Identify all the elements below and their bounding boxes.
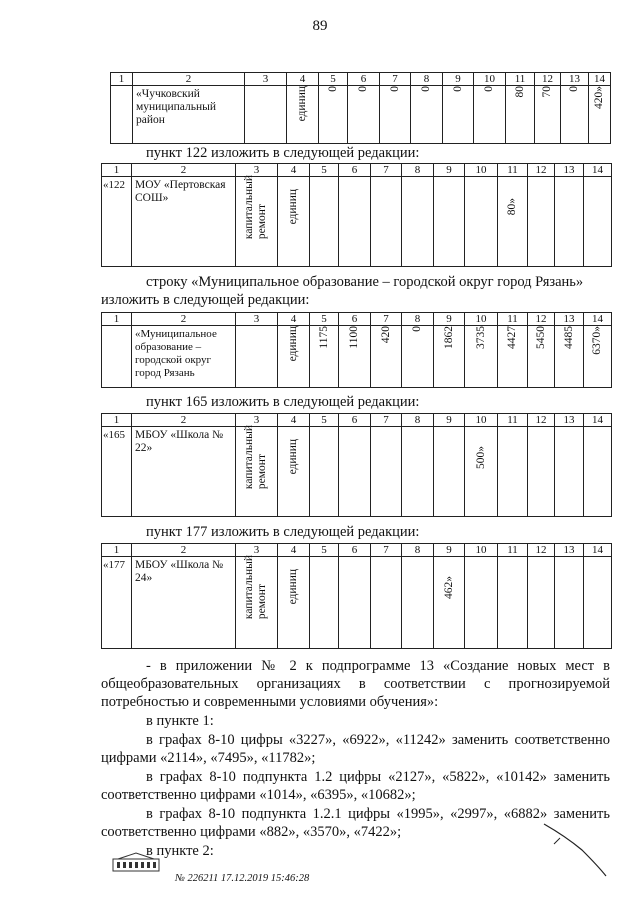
- registration-footer: № 226211 17.12.2019 15:46:28: [175, 873, 310, 884]
- page-number: 89: [312, 18, 328, 34]
- value-cell: [310, 427, 339, 517]
- value-cell: 4427: [498, 326, 528, 388]
- col-header: 14: [584, 544, 612, 557]
- table-punkt-122: [101, 163, 612, 267]
- col-header: 10: [465, 313, 498, 326]
- col-header: 7: [371, 164, 402, 177]
- col-header: 7: [371, 313, 402, 326]
- col-header: 3: [236, 414, 278, 427]
- value-cell: [528, 427, 555, 517]
- row-name: «Чучковский муниципальный район: [133, 86, 245, 144]
- value-cell: 420»: [589, 86, 611, 144]
- value-cell: [371, 177, 402, 267]
- value-cell: 70: [535, 86, 561, 144]
- col-header: 5: [310, 164, 339, 177]
- col-header: 2: [132, 313, 236, 326]
- paragraph-grafy-1-line1: в графах 8-10 цифры «3227», «6922», «11242» заменить соответственно: [146, 732, 610, 748]
- paragraph-grafy-1-line2: цифрами «2114», «7495», «11782»;: [101, 750, 316, 766]
- col-header: 4: [287, 73, 319, 86]
- row-name: МБОУ «Школа № 24»: [132, 557, 236, 649]
- value-cell: [339, 177, 371, 267]
- col-header: 11: [498, 544, 528, 557]
- value-cell: 80: [506, 86, 535, 144]
- paragraph-appendix-line3: потребностью и современными условиями обучения»:: [101, 694, 439, 710]
- value-cell: [339, 427, 371, 517]
- row-number: «165: [102, 427, 132, 517]
- value-cell: [584, 177, 612, 267]
- col-header: 6: [339, 313, 371, 326]
- paragraph-punkt-1: в пункте 1:: [146, 713, 214, 729]
- work-type: капитальный ремонт: [236, 177, 278, 267]
- col-header: 1: [102, 164, 132, 177]
- col-header: 2: [132, 164, 236, 177]
- value-cell: 3735: [465, 326, 498, 388]
- col-header: 2: [133, 73, 245, 86]
- col-header: 7: [371, 544, 402, 557]
- value-cell: [434, 177, 465, 267]
- col-header: 12: [528, 313, 555, 326]
- value-cell: [465, 557, 498, 649]
- row-name: «Муниципальное образование – городской округ город Рязань: [132, 326, 236, 388]
- paragraph-grafy-3-line2: соответственно цифрами «882», «3570», «7422»;: [101, 824, 402, 840]
- text-ryazan-line1: строку «Муниципальное образование – городской округ город Рязань»: [146, 274, 584, 290]
- value-cell: [339, 557, 371, 649]
- value-cell: [434, 427, 465, 517]
- col-header: 11: [506, 73, 535, 86]
- value-cell: 0: [319, 86, 348, 144]
- row-name: МБОУ «Школа № 22»: [132, 427, 236, 517]
- value-cell: [584, 427, 612, 517]
- col-header: 6: [348, 73, 380, 86]
- value-cell: [528, 177, 555, 267]
- value-cell: 0: [402, 326, 434, 388]
- value-cell: [465, 177, 498, 267]
- col-header: 10: [474, 73, 506, 86]
- work-type: [236, 326, 278, 388]
- table-punkt-165: [101, 413, 612, 517]
- col-header: 10: [465, 164, 498, 177]
- work-type: [245, 86, 287, 144]
- value-cell: [310, 177, 339, 267]
- col-header: 8: [411, 73, 443, 86]
- row-number: «177: [102, 557, 132, 649]
- col-header: 10: [465, 414, 498, 427]
- value-cell: [402, 557, 434, 649]
- value-cell: 500»: [465, 427, 498, 517]
- col-header: 14: [584, 414, 612, 427]
- col-header: 6: [339, 164, 371, 177]
- col-header: 9: [434, 313, 465, 326]
- col-header: 4: [278, 164, 310, 177]
- col-header: 2: [132, 414, 236, 427]
- col-header: 1: [111, 73, 133, 86]
- col-header: 14: [584, 313, 612, 326]
- col-header: 3: [236, 164, 278, 177]
- unit-cell: единиц: [287, 86, 319, 144]
- value-cell: [528, 557, 555, 649]
- col-header: 4: [278, 544, 310, 557]
- col-header: 9: [434, 164, 465, 177]
- col-header: 7: [371, 414, 402, 427]
- col-header: 6: [339, 544, 371, 557]
- col-header: 13: [555, 313, 584, 326]
- row-number: «122: [102, 177, 132, 267]
- unit-cell: единиц: [278, 177, 310, 267]
- value-cell: [310, 557, 339, 649]
- paragraph-appendix-line2: общеобразовательных организациях в соответствии с прогнозируемой: [101, 676, 610, 692]
- value-cell: 5450: [528, 326, 555, 388]
- value-cell: 462»: [434, 557, 465, 649]
- col-header: 10: [465, 544, 498, 557]
- value-cell: 0: [474, 86, 506, 144]
- signature-mark-icon: [540, 820, 610, 880]
- col-header: 6: [339, 414, 371, 427]
- text-punkt-177: пункт 177 изложить в следующей редакции:: [146, 524, 420, 540]
- col-header: 3: [236, 313, 278, 326]
- value-cell: 1175: [310, 326, 339, 388]
- value-cell: [555, 177, 584, 267]
- col-header: 8: [402, 313, 434, 326]
- text-punkt-165: пункт 165 изложить в следующей редакции:: [146, 394, 420, 410]
- work-type: капитальный ремонт: [236, 557, 278, 649]
- value-cell: [584, 557, 612, 649]
- value-cell: 0: [380, 86, 411, 144]
- col-header: 12: [528, 544, 555, 557]
- col-header: 11: [498, 414, 528, 427]
- col-header: 1: [102, 414, 132, 427]
- table-punkt-177: [101, 543, 612, 649]
- col-header: 11: [498, 164, 528, 177]
- col-header: 4: [278, 414, 310, 427]
- col-header: 13: [561, 73, 589, 86]
- col-header: 9: [434, 544, 465, 557]
- text-ryazan-line2: изложить в следующей редакции:: [101, 292, 310, 308]
- value-cell: 0: [411, 86, 443, 144]
- col-header: 7: [380, 73, 411, 86]
- value-cell: 4485: [555, 326, 584, 388]
- paragraph-punkt-2: в пункте 2:: [146, 843, 214, 859]
- row-number: [102, 326, 132, 388]
- col-header: 5: [310, 544, 339, 557]
- value-cell: [371, 427, 402, 517]
- col-header: 12: [528, 164, 555, 177]
- value-cell: 420: [371, 326, 402, 388]
- col-header: 9: [434, 414, 465, 427]
- col-header: 4: [278, 313, 310, 326]
- col-header: 13: [555, 544, 584, 557]
- col-header: 5: [310, 313, 339, 326]
- row-name: МОУ «Пертовская СОШ»: [132, 177, 236, 267]
- paragraph-grafy-2-line1: в графах 8-10 подпункта 1.2 цифры «2127», «5822», «10142» заменить: [146, 769, 610, 785]
- value-cell: [402, 427, 434, 517]
- col-header: 5: [310, 414, 339, 427]
- col-header: 13: [555, 164, 584, 177]
- col-header: 2: [132, 544, 236, 557]
- work-type: капитальный ремонт: [236, 427, 278, 517]
- value-cell: [555, 427, 584, 517]
- col-header: 14: [589, 73, 611, 86]
- value-cell: [498, 557, 528, 649]
- value-cell: 6370»: [584, 326, 612, 388]
- value-cell: [555, 557, 584, 649]
- value-cell: 1100: [339, 326, 371, 388]
- value-cell: [402, 177, 434, 267]
- col-header: 9: [443, 73, 474, 86]
- col-header: 12: [528, 414, 555, 427]
- col-header: 8: [402, 544, 434, 557]
- value-cell: 0: [348, 86, 380, 144]
- value-cell: 1862: [434, 326, 465, 388]
- col-header: 13: [555, 414, 584, 427]
- value-cell: 0: [561, 86, 589, 144]
- col-header: 12: [535, 73, 561, 86]
- value-cell: 0: [443, 86, 474, 144]
- col-header: 1: [102, 313, 132, 326]
- paragraph-appendix-line1: - в приложении № 2 к подпрограмме 13 «Создание новых мест в: [146, 658, 610, 674]
- value-cell: [498, 427, 528, 517]
- value-cell: 80»: [498, 177, 528, 267]
- col-header: 1: [102, 544, 132, 557]
- unit-cell: единиц: [278, 557, 310, 649]
- building-stamp-icon: [112, 851, 160, 873]
- unit-cell: единиц: [278, 326, 310, 388]
- col-header: 14: [584, 164, 612, 177]
- paragraph-grafy-3-line1: в графах 8-10 подпункта 1.2.1 цифры «1995», «2997», «6882» заменить: [146, 806, 610, 822]
- table-chuchkovsky: [110, 72, 611, 144]
- col-header: 11: [498, 313, 528, 326]
- text-punkt-122: пункт 122 изложить в следующей редакции:: [146, 145, 420, 161]
- unit-cell: единиц: [278, 427, 310, 517]
- value-cell: [371, 557, 402, 649]
- col-header: 5: [319, 73, 348, 86]
- col-header: 3: [245, 73, 287, 86]
- col-header: 8: [402, 414, 434, 427]
- col-header: 8: [402, 164, 434, 177]
- table-ryazan: [101, 312, 612, 388]
- paragraph-grafy-2-line2: соответственно цифрами «1014», «6395», «10682»;: [101, 787, 416, 803]
- row-number: [111, 86, 133, 144]
- col-header: 3: [236, 544, 278, 557]
